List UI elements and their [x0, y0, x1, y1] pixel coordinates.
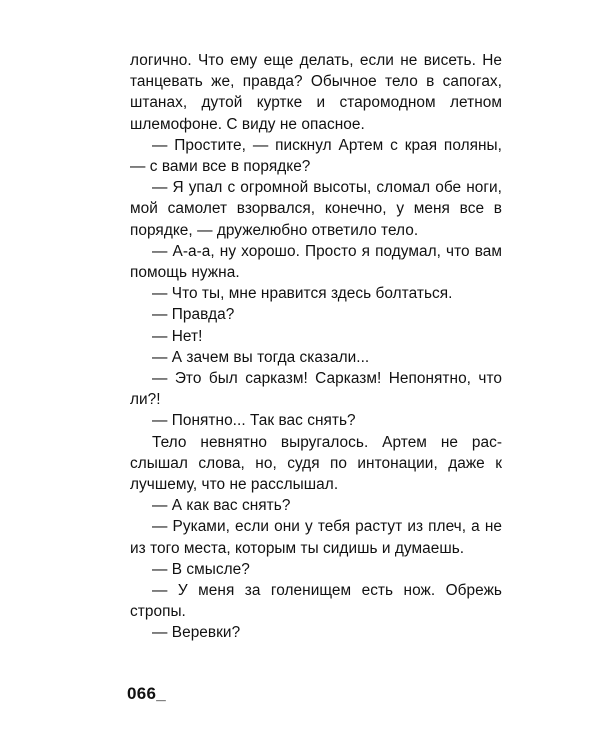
- paragraph-4: — А-а-а, ну хорошо. Просто я подумал, что вам помощь нужна.: [130, 242, 502, 282]
- paragraph-16: — Веревки?: [152, 624, 241, 642]
- paragraph-7: — Нет!: [152, 327, 203, 345]
- paragraph-5: — Что ты, мне нравится здесь болтаться.: [152, 285, 453, 303]
- paragraph-10: — Понятно... Так вас снять?: [152, 412, 356, 430]
- paragraph-11: Тело невнятно выругалось. Артем не расслышал слова, но, судя по интонации, даже к лучшему, что не расслышал.: [130, 433, 502, 494]
- paragraph-8: — А зачем вы тогда сказали...: [152, 348, 370, 366]
- paragraph-6: — Правда?: [152, 306, 235, 324]
- paragraph-2: — Простите, — пискнул Артем с края поляны, — с вами все в порядке?: [130, 136, 502, 176]
- paragraph-3: — Я упал с огромной высоты, сломал обе ноги, мой самолет взорвался, конечно, у меня все в порядке, — дружелюбно ответило тело.: [130, 179, 502, 239]
- paragraph-1: логично. Что ему еще делать, если не висеть. Не танцевать же, правда? Обычное тело в сапогах, штанах, дутой куртке и старомодном летном шлемофоне. С виду не опасное.: [130, 52, 502, 133]
- page-number: 066_: [127, 684, 167, 703]
- paragraph-13: — Руками, если они у тебя растут из плеч, а не из того места, которым ты сидишь и думаешь.: [130, 518, 502, 557]
- paragraph-15: — У меня за голенищем есть нож. Обрежь стропы.: [130, 582, 502, 621]
- paragraph-9: — Это был сарказм! Сарказм! Непонятно, что ли?!: [130, 370, 502, 409]
- paragraph-14: — В смысле?: [152, 560, 250, 578]
- paragraph-12: — А как вас снять?: [152, 497, 291, 515]
- body-text: [130, 50, 502, 644]
